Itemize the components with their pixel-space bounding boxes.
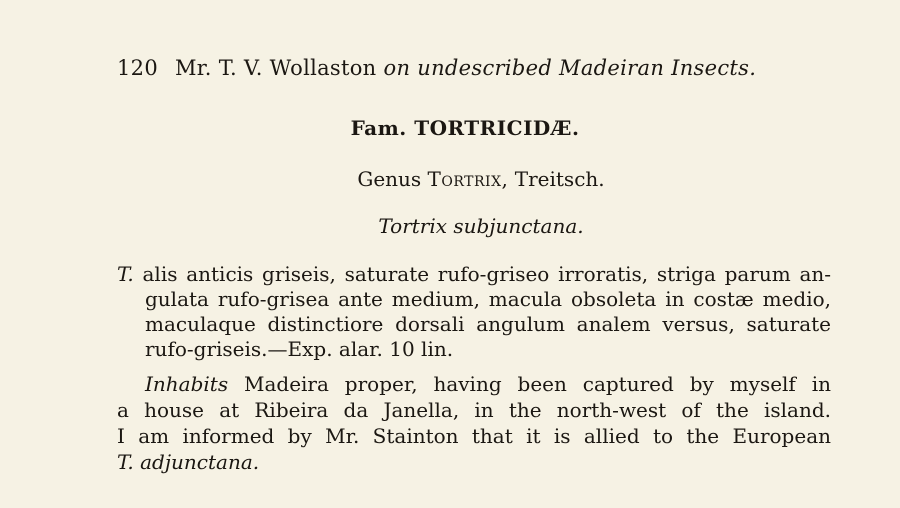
family-heading: Fam. TORTRICIDÆ.: [350, 116, 580, 140]
running-header: [117, 56, 817, 90]
genus-authority: Treitsch.: [514, 167, 605, 191]
description-line-4: rufo-griseis.—Exp. alar. 10 lin.: [145, 337, 454, 361]
description-line-2: gulata rufo-grisea ante medium, macula obsoleta in costæ medio,: [145, 287, 831, 311]
habitat-line-1: [145, 371, 831, 397]
habitat-text-1: Madeira proper, having been captured by myself in: [243, 372, 832, 396]
description-initial: T.: [117, 262, 134, 286]
habitat-line-3: I am informed by Mr. Stainton that it is allied to the European: [117, 424, 831, 448]
description-line-1: [117, 261, 831, 287]
genus-heading: [0, 167, 900, 191]
habitat-initial: Inhabits: [145, 372, 229, 396]
page-number: 120: [117, 56, 158, 80]
description-text-1: alis anticis griseis, saturate rufo-griseo irroratis, striga parum an-: [142, 262, 832, 286]
habitat-line-4: T. adjunctana.: [117, 450, 260, 474]
header-title: on undescribed Madeiran Insects.: [383, 56, 757, 80]
habitat-line-2: a house at Ribeira da Janella, in the north-west of the island.: [117, 398, 831, 422]
genus-name: Tortrix,: [427, 167, 509, 191]
description-line-3: maculaque distinctiore dorsali angulum analem versus, saturate: [145, 312, 831, 336]
genus-prefix: Genus: [357, 167, 422, 191]
species-heading: Tortrix subjunctana.: [378, 214, 584, 238]
header-author: Mr. T. V. Wollaston: [174, 56, 377, 80]
